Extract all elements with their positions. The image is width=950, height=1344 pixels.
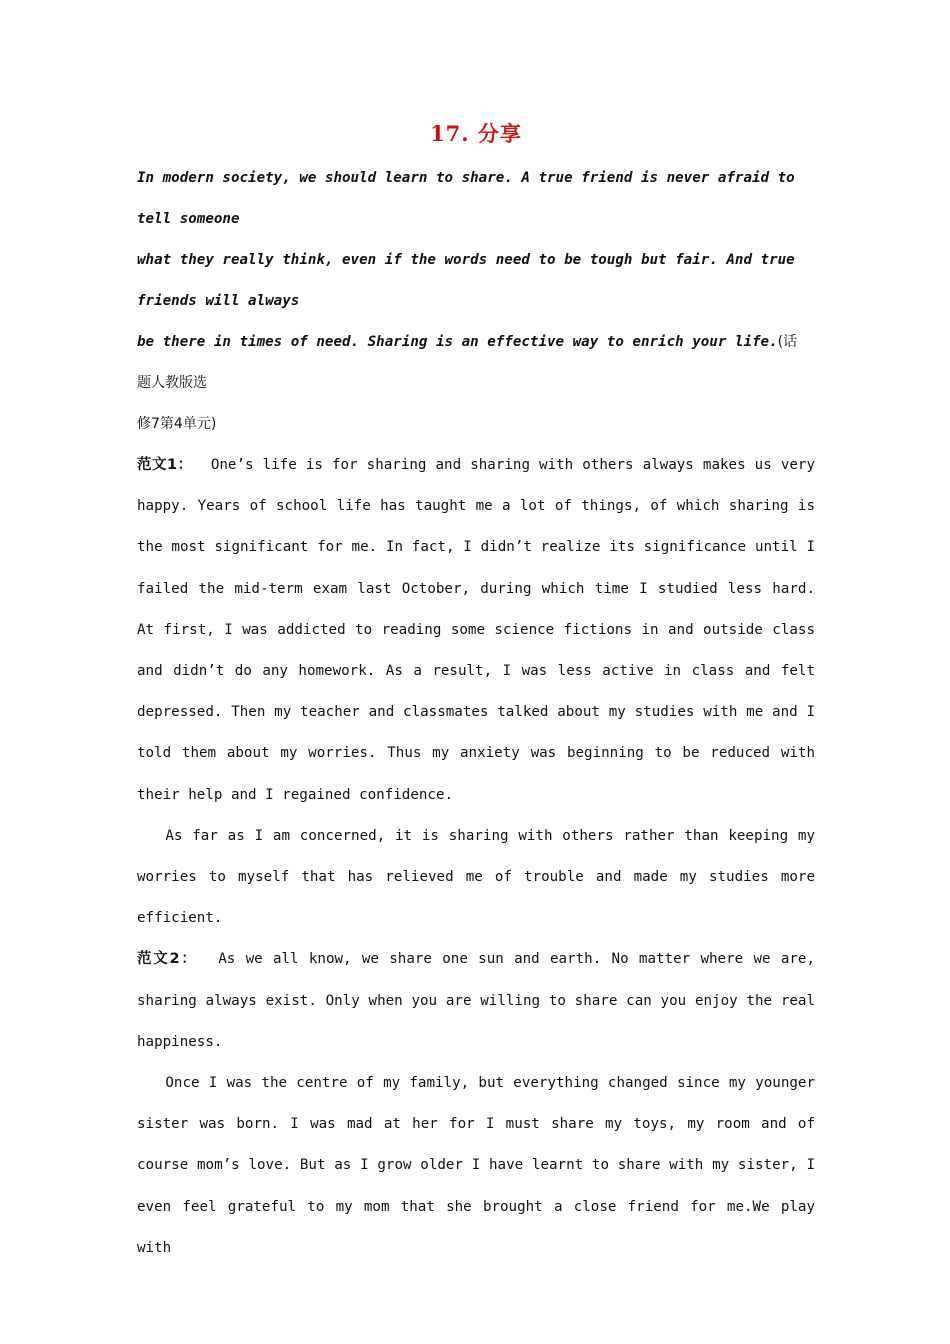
intro-line: tell someone <box>137 211 240 227</box>
essay-2-paragraph-1 <box>137 939 815 1063</box>
essay-2-paragraph-2: Once I was the centre of my family, but everything changed since my younger sister was born. I was mad at her for I must share my toys, my room and of course mom’s love. But as I grow older I have learnt to share with my sister, I even feel grateful to my mom that she brought a close friend for me.We play with <box>137 1075 815 1256</box>
essay-text: As we all know, we share one sun and earth. No matter where we are, sharing always exist. Only when you are willing to share can you enjoy the real happiness. <box>137 951 815 1050</box>
source-note: 题人教版选 <box>137 375 207 391</box>
essay-1-paragraph-1 <box>137 445 815 816</box>
intro-line-with-source <box>137 322 815 363</box>
intro-line: In modern society, we should learn to share. A true friend is never afraid to <box>137 170 795 186</box>
page-title: 17. 分享 <box>430 121 522 146</box>
intro-line: be there in times of need. Sharing is an effective way to enrich your life. <box>137 334 778 350</box>
intro-line: what they really think, even if the words need to be tough but fair. And true <box>137 252 795 268</box>
source-note: 修7第4单元) <box>137 416 217 432</box>
intro-passage <box>137 158 815 445</box>
essay-label: 范文2： <box>137 951 198 968</box>
essay-text: One’s life is for sharing and sharing with others always makes us very happy. Years of school life has taught me a lot of things, of which sharing is the most significant for me. In fact, I didn’t realize its significance until I failed the mid-term exam last October, during which time I studied less hard. At first, I was addicted to reading some science fictions in and outside class and didn’t do any homework. As a result, I was less active in class and felt depressed. Then my teacher and classmates talked about my studies with me and I told them about my worries. Thus my anxiety was beginning to be reduced with their help and I regained confidence. <box>137 457 816 803</box>
source-note: (话 <box>777 334 798 350</box>
essay-label: 范文1： <box>137 457 193 473</box>
intro-line: friends will always <box>137 293 300 309</box>
essay-1-paragraph-2: As far as I am concerned, it is sharing with others rather than keeping my worries to myself that has relieved me of trouble and made my studies more efficient. <box>137 827 815 927</box>
document-page <box>137 118 815 1269</box>
